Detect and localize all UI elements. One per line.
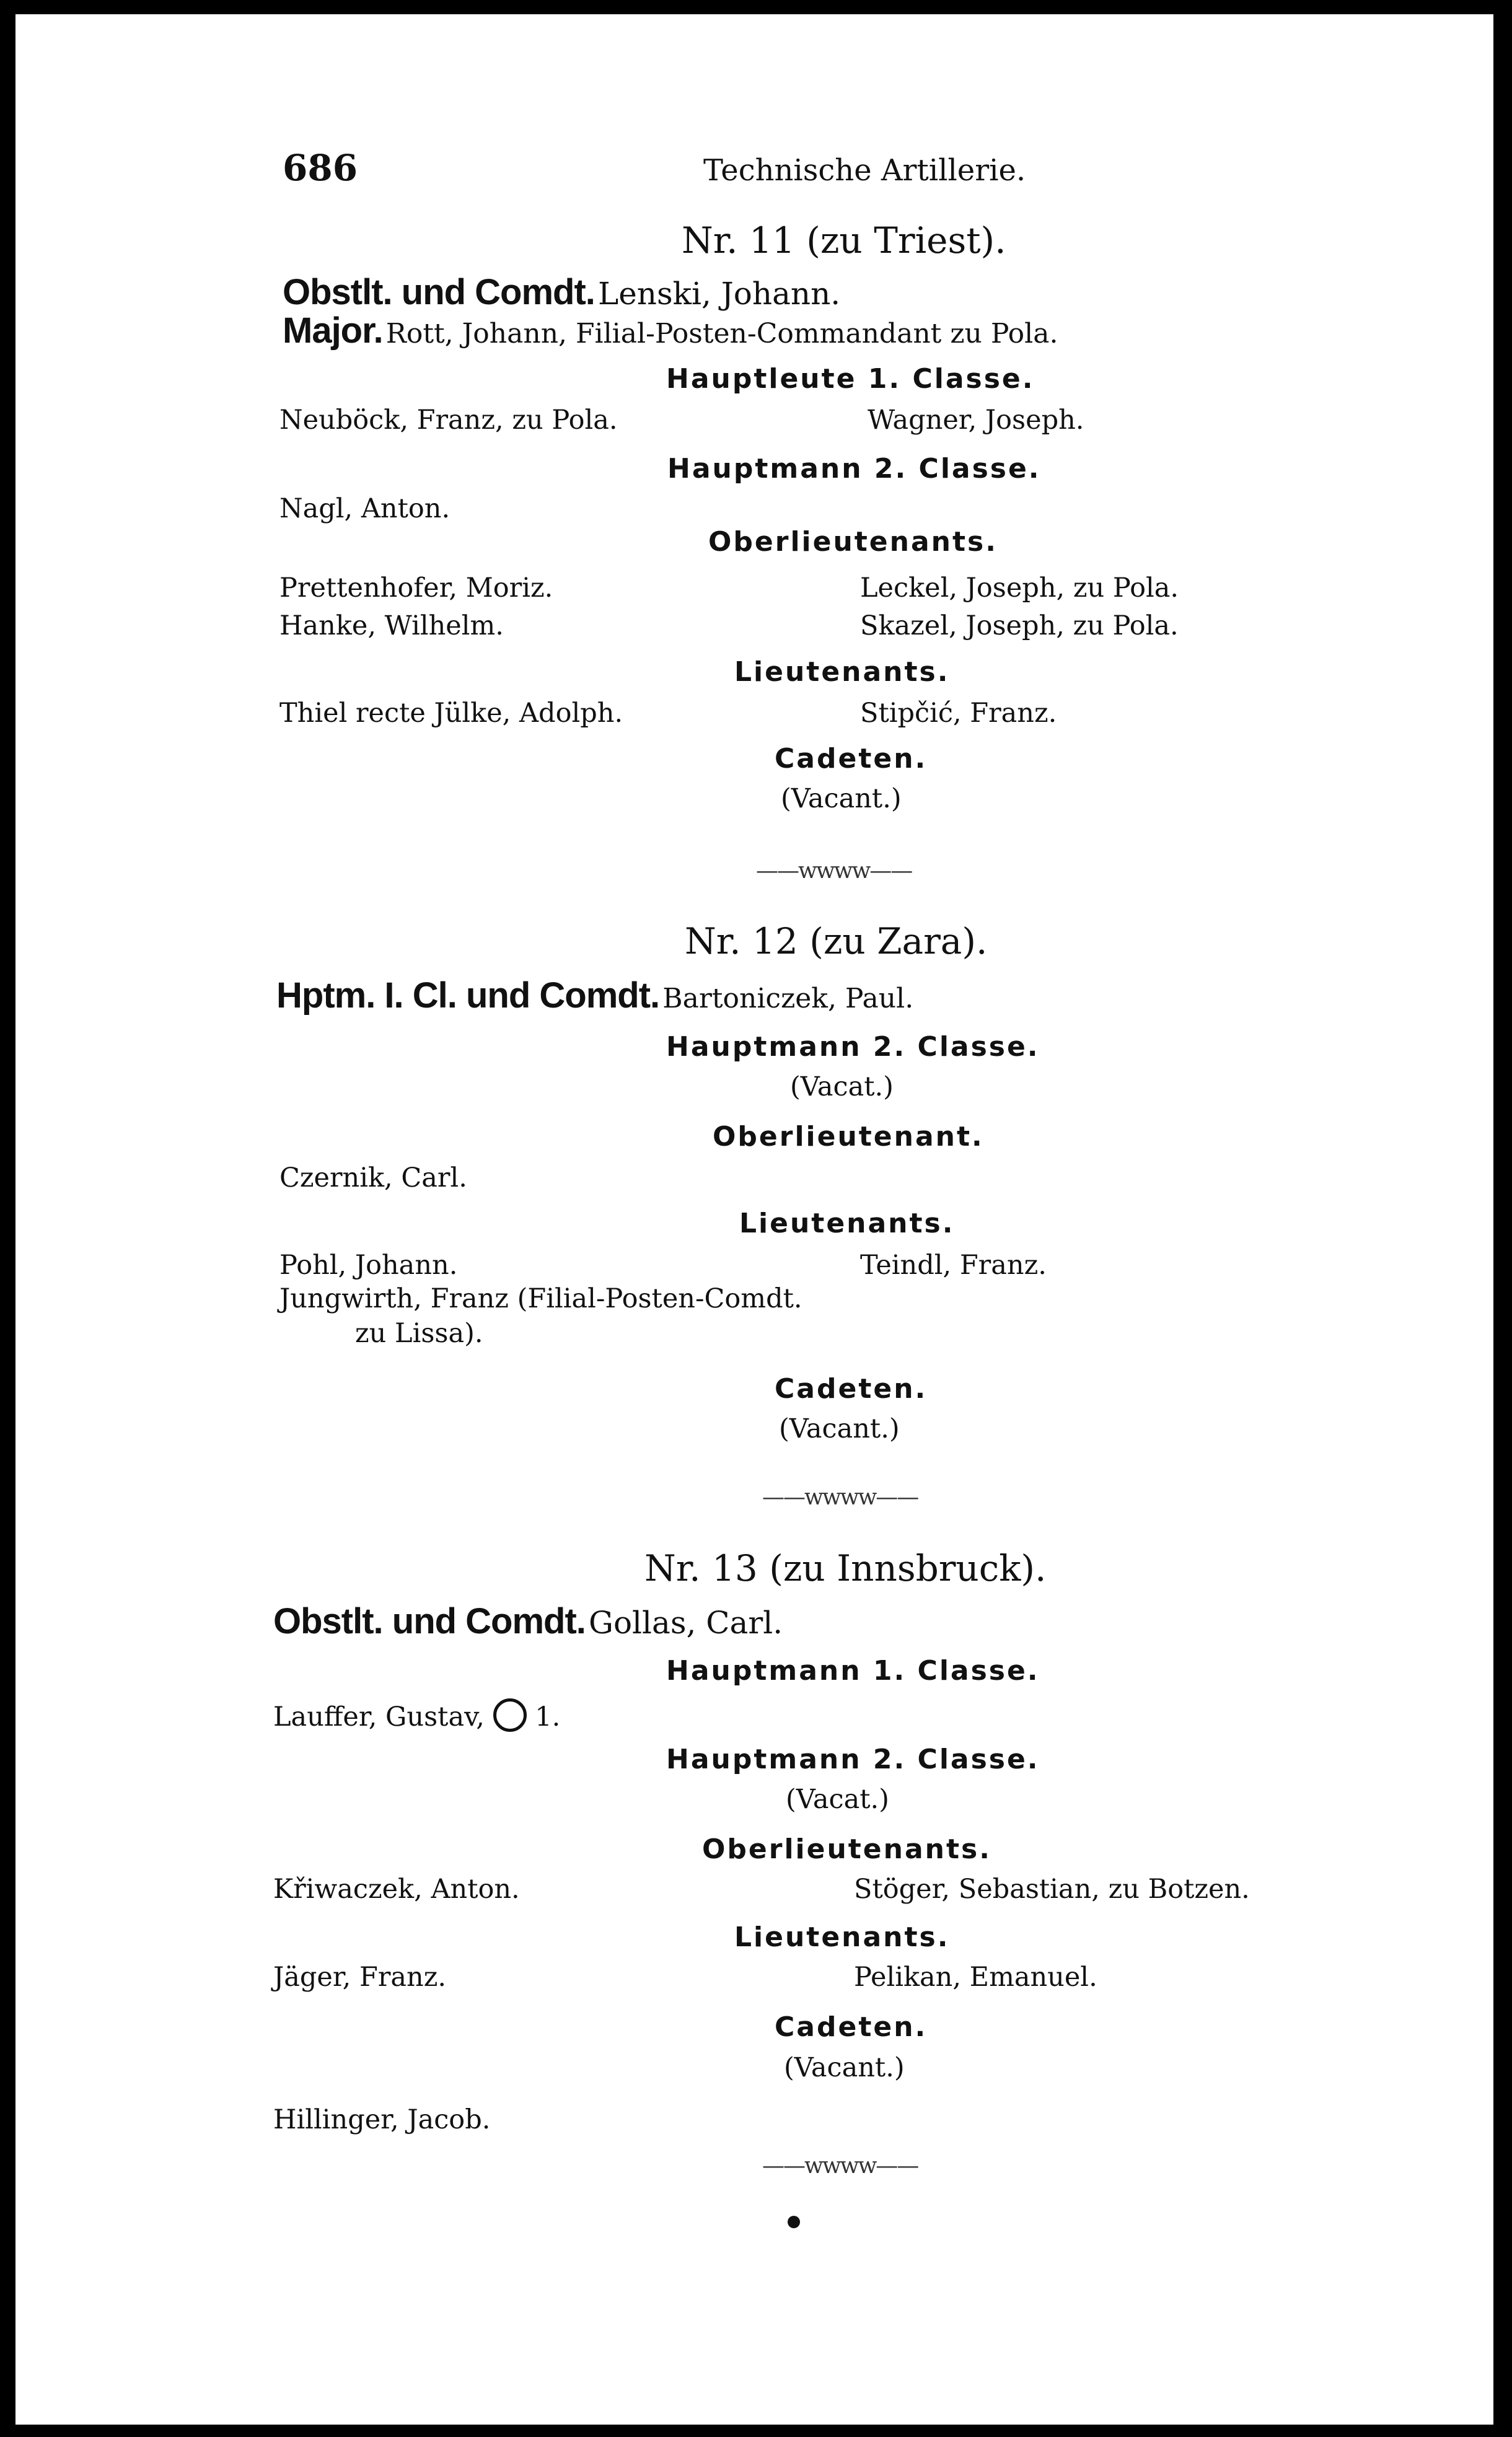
officer-entry bbox=[273, 1698, 560, 1732]
group-heading: Hauptmann 2. Classe. bbox=[667, 453, 1041, 485]
officer-name: Pohl, Johann. bbox=[279, 1250, 458, 1281]
section-title-nr13: Nr. 13 (zu Innsbruck). bbox=[644, 1547, 1047, 1589]
bullet-dot-icon bbox=[788, 2216, 800, 2228]
ornament-divider: ——ᴡᴡᴡᴡ—— bbox=[756, 858, 912, 884]
page bbox=[15, 14, 1493, 2425]
group-heading: Cadeten. bbox=[775, 1373, 928, 1405]
section-title-nr12: Nr. 12 (zu Zara). bbox=[685, 920, 988, 962]
order-circle-icon bbox=[493, 1698, 527, 1732]
group-heading: Cadeten. bbox=[775, 743, 928, 775]
officer-name: Jungwirth, Franz (Filial-Posten-Comdt. bbox=[279, 1283, 802, 1314]
group-heading: Oberlieutenants. bbox=[702, 1833, 991, 1865]
page-number: 686 bbox=[283, 147, 358, 189]
group-heading: Hauptmann 2. Classe. bbox=[666, 1744, 1040, 1775]
officer-name: Stöger, Sebastian, zu Botzen. bbox=[854, 1874, 1250, 1905]
vacancy-note: (Vacant.) bbox=[781, 783, 902, 814]
group-heading: Lieutenants. bbox=[739, 1208, 955, 1239]
group-heading: Lieutenants. bbox=[734, 1921, 950, 1953]
group-heading: Hauptmann 2. Classe. bbox=[666, 1031, 1040, 1063]
officer-name: Bartoniczek, Paul. bbox=[662, 983, 914, 1014]
group-heading: Hauptleute 1. Classe. bbox=[666, 363, 1035, 395]
officer-name: Wagner, Joseph. bbox=[868, 405, 1084, 436]
officer-name: Pelikan, Emanuel. bbox=[854, 1962, 1097, 1993]
group-heading: Oberlieutenant. bbox=[713, 1121, 984, 1153]
rank-label: Obstlt. und Comdt. bbox=[283, 272, 595, 312]
group-heading: Oberlieutenants. bbox=[708, 526, 998, 558]
group-heading: Lieutenants. bbox=[734, 656, 950, 688]
vacancy-note: (Vacat.) bbox=[790, 1071, 894, 1102]
officer-name: Teindl, Franz. bbox=[860, 1250, 1047, 1281]
officer-name: Lauffer, Gustav, bbox=[273, 1702, 485, 1732]
major-line bbox=[283, 310, 1058, 351]
officer-name: Thiel recte Jülke, Adolph. bbox=[279, 698, 623, 729]
commander-line bbox=[283, 274, 840, 310]
officer-name: Lenski, Johann. bbox=[598, 276, 841, 312]
vacancy-note: (Vacant.) bbox=[784, 2052, 905, 2083]
officer-name: Křiwaczek, Anton. bbox=[273, 1874, 520, 1905]
officer-name: Hillinger, Jacob. bbox=[273, 2104, 491, 2135]
officer-name: Skazel, Joseph, zu Pola. bbox=[860, 610, 1179, 641]
rank-label: Major. bbox=[283, 310, 383, 351]
officer-name: Leckel, Joseph, zu Pola. bbox=[860, 573, 1179, 604]
officer-name-continuation: zu Lissa). bbox=[355, 1318, 483, 1349]
officer-name: Gollas, Carl. bbox=[589, 1605, 783, 1641]
officer-name: Jäger, Franz. bbox=[273, 1962, 447, 1993]
rank-label: Hptm. I. Cl. und Comdt. bbox=[276, 975, 660, 1016]
officer-name: Czernik, Carl. bbox=[279, 1162, 467, 1193]
decoration-class: 1. bbox=[535, 1702, 561, 1732]
officer-name: Neuböck, Franz, zu Pola. bbox=[279, 405, 618, 436]
vacancy-note: (Vacat.) bbox=[786, 1784, 889, 1815]
section-title-nr11: Nr. 11 (zu Triest). bbox=[682, 219, 1006, 261]
officer-name: Stipčić, Franz. bbox=[860, 698, 1057, 729]
vacancy-note: (Vacant.) bbox=[779, 1413, 900, 1444]
group-heading: Cadeten. bbox=[775, 2011, 928, 2043]
rank-label: Obstlt. und Comdt. bbox=[273, 1601, 586, 1641]
officer-name: Prettenhofer, Moriz. bbox=[279, 573, 553, 604]
running-title: Technische Artillerie. bbox=[703, 153, 1026, 188]
group-heading: Hauptmann 1. Classe. bbox=[666, 1655, 1040, 1687]
ornament-divider: ——ᴡᴡᴡᴡ—— bbox=[762, 2153, 918, 2179]
commander-line bbox=[276, 975, 914, 1016]
ornament-divider: ——ᴡᴡᴡᴡ—— bbox=[762, 1485, 918, 1510]
officer-name: Rott, Johann, Filial-Posten-Commandant zu Pola. bbox=[385, 318, 1058, 349]
commander-line bbox=[273, 1601, 783, 1641]
officer-name: Hanke, Wilhelm. bbox=[279, 610, 504, 641]
officer-name: Nagl, Anton. bbox=[279, 493, 451, 524]
